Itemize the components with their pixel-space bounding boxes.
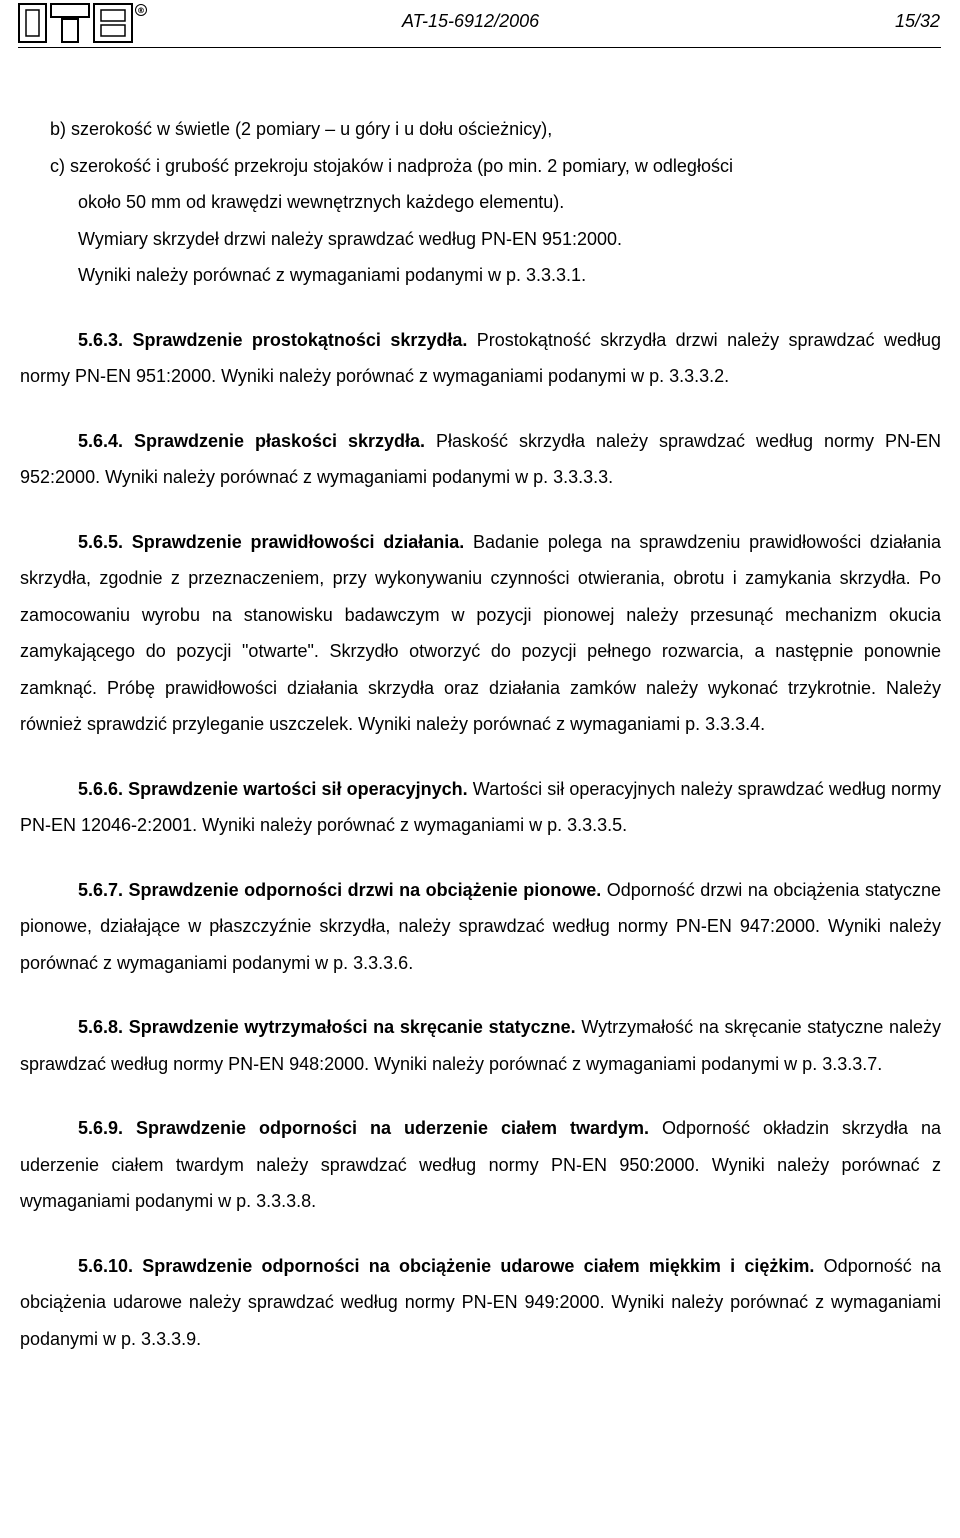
list-item-c [20,148,941,221]
header-divider [18,47,941,48]
spacer [20,981,941,1009]
section-body: Odporność drzwi na obciążenia statyczne pionowe, działające w płaszczyźnie skrzydła, należy sprawdzać według normy PN-EN 947:2000. Wyniki należy porównać z wymaganiami podanymi w p. 3.3.3.6. [20,879,941,973]
section-heading: 5.6.4. Sprawdzenie płaskości skrzydła. [78,430,426,451]
section-heading: 5.6.6. Sprawdzenie wartości sił operacyjnych. [78,778,468,799]
section-5-6-6 [20,771,941,844]
spacer [20,1220,941,1248]
section-body: Wartości sił operacyjnych należy sprawdzać według normy PN-EN 12046-2:2001. Wyniki należy porównać z wymaganiami w p. 3.3.3.5. [20,778,941,835]
section-body: Płaskość skrzydła należy sprawdzać według normy PN-EN 952:2000. Wyniki należy porównać z wymaganiami podanymi w p. 3.3.3.3. [20,430,941,487]
section-body: Wytrzymałość na skręcanie statyczne należy sprawdzać według normy PN-EN 948:2000. Wyniki należy porównać z wymaganiami podanymi w p. 3.3.3.7. [20,1017,942,1074]
dimensions-note: Wymiary skrzydeł drzwi należy sprawdzać według PN-EN 951:2000. [78,228,623,249]
spacer [20,743,941,771]
page-header [0,0,960,48]
section-heading: 5.6.7. Sprawdzenie odporności drzwi na obciążenie pionowe. [78,879,602,900]
svg-text:®: ® [137,6,145,15]
section-heading: 5.6.9. Sprawdzenie odporności na uderzenie ciałem twardym. [78,1118,649,1138]
section-5-6-9 [20,1110,941,1220]
spacer [20,1082,941,1110]
section-5-6-4 [20,423,941,496]
spacer [20,395,941,423]
spacer [20,844,941,872]
section-body: Prostokątność skrzydła drzwi należy sprawdzać według normy PN-EN 951:2000. Wyniki należy porównać z wymaganiami podanymi w p. 3.3.3.2. [20,329,942,386]
section-heading: 5.6.5. Sprawdzenie prawidłowości działania. [78,531,465,552]
section-heading: 5.6.8. Sprawdzenie wytrzymałości na skręcanie statyczne. [78,1017,576,1037]
section-heading: 5.6.3. Sprawdzenie prostokątności skrzydła. [78,329,468,350]
document-id: AT-15-6912/2006 [402,11,540,31]
section-body: Odporność okładzin skrzydła na uderzenie ciałem twardym należy sprawdzać według normy PN-EN 950:2000. Wyniki należy porównać z wymaganiami podanymi w p. 3.3.3.8. [20,1118,941,1211]
spacer [20,294,941,322]
list-item-b: b) szerokość w świetle (2 pomiary – u góry i u dołu ościeżnicy), [50,119,553,139]
section-5-6-10 [20,1248,941,1358]
section-body: Badanie polega na sprawdzeniu prawidłowości działania skrzydła, zgodnie z przeznaczeniem, przy wykonywaniu czynności otwierania, obrotu i zamykania skrzydła. Po zamocowaniu wyrobu na stanowisku badawczym w pozycji pionowej należy przesunąć mechanizm okucia zamykającego do pozycji "otwarte". Skrzydło otworzyć do pozycji pełnego rozwarcia, a następnie ponownie zamknąć. Próbę prawidłowości działania skrzydła oraz działania zamków należy wykonać trzykrotnie. Należy również sprawdzić przyleganie uszczelek. Wyniki należy porównać z wymaganiami p. 3.3.3.4. [20,531,941,734]
document-body [20,111,941,1357]
section-5-6-5 [20,524,941,743]
section-heading: 5.6.10. Sprawdzenie odporności na obciążenie udarowe ciałem miękkim i ciężkim. [78,1255,815,1276]
spacer [20,496,941,524]
section-5-6-8 [20,1009,941,1082]
page-number: 15/32 [894,11,940,31]
itb-logo-icon [18,3,148,43]
list-item-c-text: c) szerokość i grubość przekroju stojaków i nadproża (po min. 2 pomiary, w odległości [50,155,733,176]
section-5-6-7 [20,872,941,982]
results-note: Wyniki należy porównać z wymaganiami podanymi w p. 3.3.3.1. [78,265,587,285]
section-body: Odporność na obciążenia udarowe należy sprawdzać według normy PN-EN 949:2000. Wyniki należy porównać z wymaganiami podanymi w p. 3.3.3.9. [20,1255,941,1349]
list-item-c-continuation: około 50 mm od krawędzi wewnętrznych każdego elementu). [78,192,565,212]
section-5-6-3 [20,322,941,395]
